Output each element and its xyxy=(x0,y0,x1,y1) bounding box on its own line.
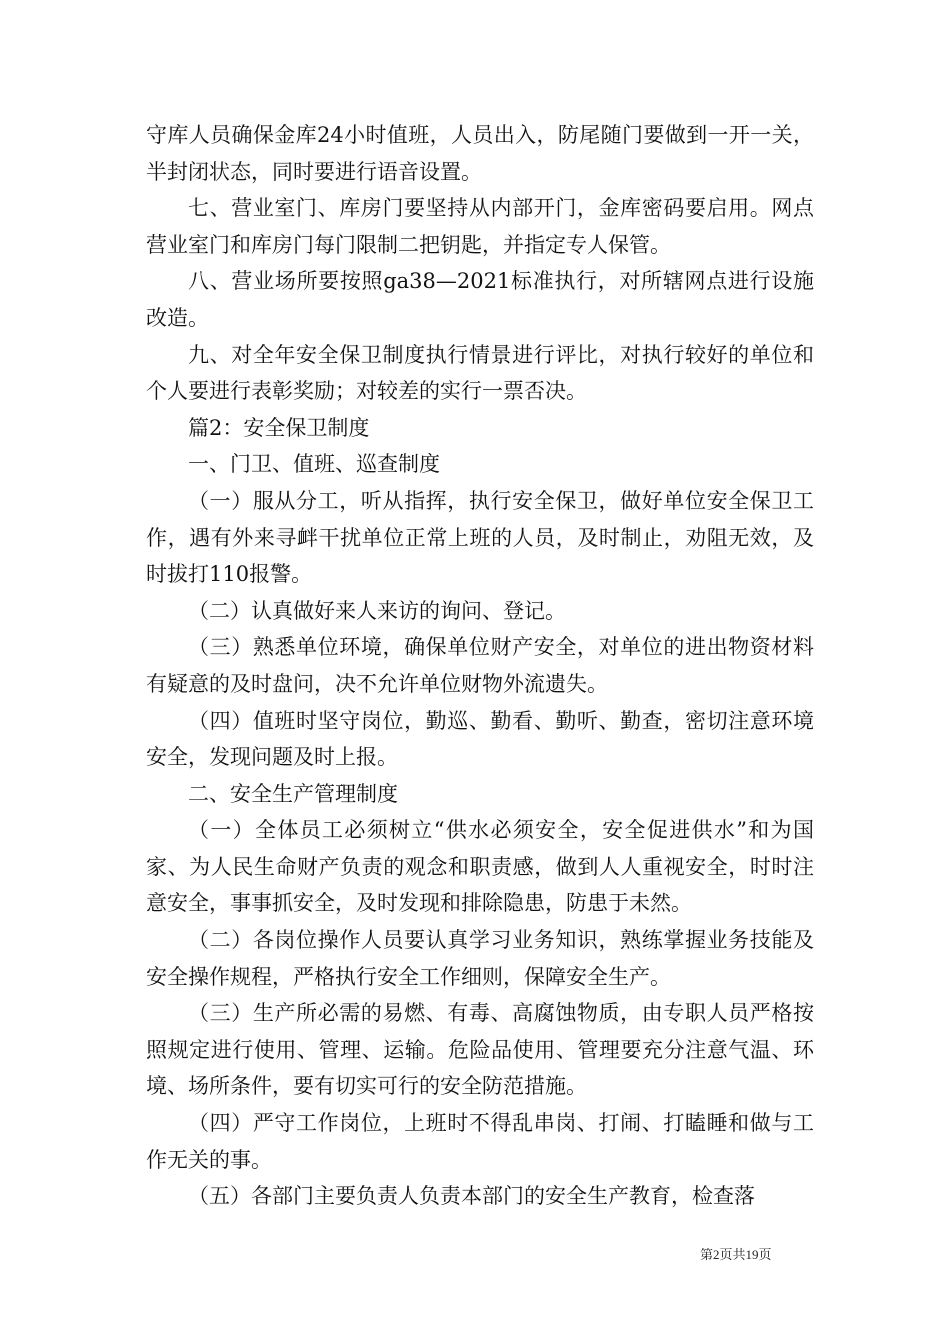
paragraph-2-5: （五）各部门主要负责人负责本部门的安全生产教育，检查落 xyxy=(188,1184,755,1209)
paragraph-2-4: （四）严守工作岗位，上班时不得乱串岗、打闹、打瞌睡和做与工作无关的事。 xyxy=(146,1111,814,1172)
paragraph-item-7: 七、营业室门、库房门要坚持从内部开门，金库密码要启用。网点营业室门和库房门每门限制二把钥匙，并指定专人保管。 xyxy=(146,196,814,257)
paragraph-2-1: （一）全体员工必须树立“供水必须安全，安全促进供水”和为国家、为人民生命财产负责的观念和职责感，做到人人重视安全，时时注意安全，事事抓安全，及时发现和排除隐患，防患于未然。 xyxy=(146,818,814,916)
footer-current-page: 2 xyxy=(713,1247,720,1262)
footer-total-pages: 19 xyxy=(745,1247,759,1262)
subsection-heading-2: 二、安全生产管理制度 xyxy=(188,781,398,806)
document-body xyxy=(146,117,814,1215)
subsection-heading-1: 一、门卫、值班、巡查制度 xyxy=(188,452,440,477)
paragraph-1-3: （三）熟悉单位环境，确保单位财产安全，对单位的进出物资材料有疑意的及时盘问，决不允许单位财物外流遗失。 xyxy=(146,635,814,696)
footer-middle: 页共 xyxy=(719,1248,746,1263)
section-heading: 篇2：安全保卫制度 xyxy=(188,415,370,440)
paragraph-item-8: 八、营业场所要按照ga38—2021标准执行，对所辖网点进行设施改造。 xyxy=(146,269,814,330)
footer-prefix: 第 xyxy=(700,1248,714,1263)
paragraph-1-1: （一）服从分工，听从指挥，执行安全保卫，做好单位安全保卫工作，遇有外来寻衅干扰单位正常上班的人员，及时制止，劝阻无效，及时拔打110报警。 xyxy=(146,488,814,587)
footer-suffix: 页 xyxy=(758,1248,772,1263)
paragraph-2-3: （三）生产所必需的易燃、有毒、高腐蚀物质，由专职人员严格按照规定进行使用、管理、运输。危险品使用、管理要充分注意气温、环境、场所条件，要有切实可行的安全防范措施。 xyxy=(146,1001,814,1099)
paragraph-1-2: （二）认真做好来人来访的询问、登记。 xyxy=(188,598,566,623)
paragraph-continued: 守库人员确保金库24小时值班，人员出入，防尾随门要做到一开一关，半封闭状态，同时要进行语音设置。 xyxy=(146,123,814,184)
paragraph-item-9: 九、对全年安全保卫制度执行情景进行评比，对执行较好的单位和个人要进行表彰奖励；对较差的实行一票否决。 xyxy=(146,342,814,404)
paragraph-1-4: （四）值班时坚守岗位，勤巡、勤看、勤听、勤查，密切注意环境安全，发现问题及时上报。 xyxy=(146,708,814,770)
page-footer xyxy=(700,1246,840,1265)
paragraph-2-2: （二）各岗位操作人员要认真学习业务知识，熟练掌握业务技能及安全操作规程，严格执行安全工作细则，保障安全生产。 xyxy=(146,928,814,989)
